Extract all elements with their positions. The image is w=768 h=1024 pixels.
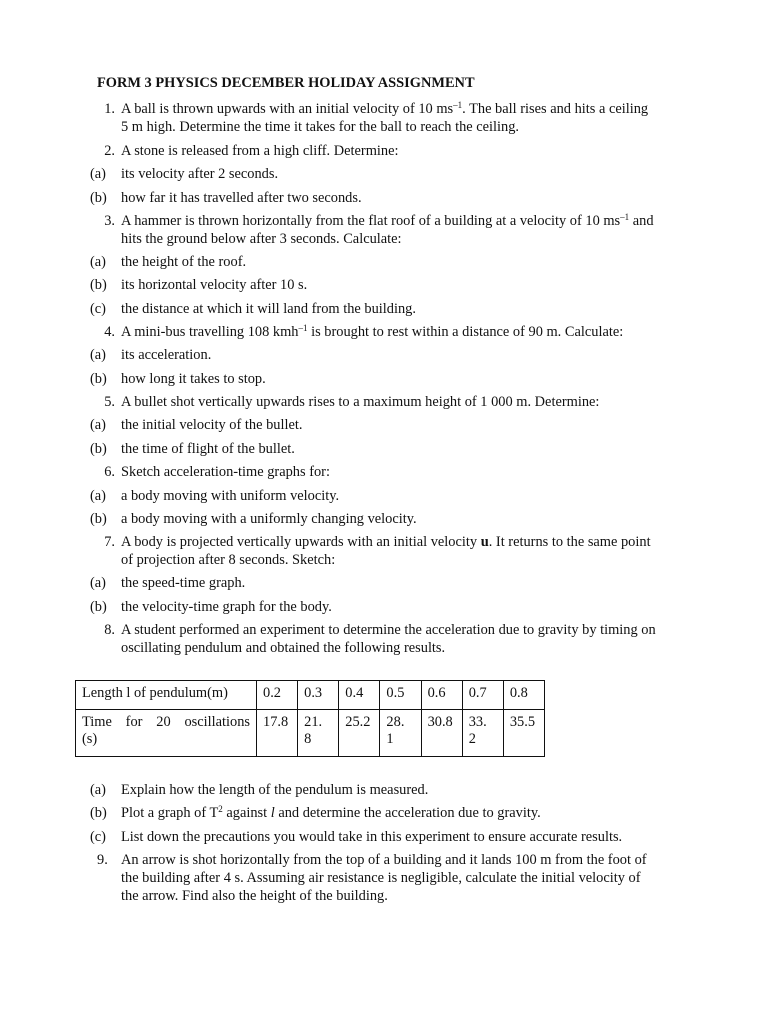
header-word: Time: [82, 714, 112, 730]
question-7-line-2: of projection after 8 seconds. Sketch:: [121, 552, 336, 568]
question-text: A student performed an experiment to determine the acceleration due to gravity by timing on: [121, 622, 656, 638]
cell-line: 2: [468, 731, 476, 747]
part-label: (b): [90, 805, 107, 821]
question-text: An arrow is shot horizontally from the top of a building and it lands 100 m from the foot of: [121, 852, 647, 868]
question-1-line-2: 5 m high. Determine the time it takes for the ball to reach the ceiling.: [121, 119, 520, 135]
question-8-line-2: oscillating pendulum and obtained the following results.: [121, 640, 446, 656]
part-text: the time of flight of the bullet.: [121, 441, 295, 457]
question-7-part-a: [90, 574, 246, 592]
part-text: the distance at which it will land from the building.: [121, 301, 416, 317]
question-5-part-a: [90, 416, 303, 434]
question-5: [104, 393, 600, 411]
question-3: [104, 212, 654, 230]
question-number: 6.: [104, 464, 115, 480]
question-4-part-a: [90, 346, 212, 364]
question-4: [104, 323, 624, 341]
table-cell: [380, 710, 421, 757]
part-label: (b): [90, 277, 107, 293]
row-header: Length l of pendulum(m): [76, 681, 257, 710]
part-text: List down the precautions you would take in this experiment to ensure accurate results.: [121, 829, 623, 845]
table-cell: 0.8: [503, 681, 544, 710]
part-label: (b): [90, 599, 107, 615]
table-cell: [339, 710, 380, 757]
question-text: . It returns to the same point: [488, 534, 651, 550]
part-text: Plot a graph of T: [121, 805, 219, 821]
table-cell: 0.7: [462, 681, 503, 710]
question-4-part-b: [90, 370, 266, 388]
part-label: (a): [90, 575, 106, 591]
part-text: the velocity-time graph for the body.: [121, 599, 332, 615]
question-text: A mini-bus travelling 108 kmh: [121, 324, 299, 340]
question-number: 9.: [97, 852, 108, 868]
part-label: (a): [90, 347, 106, 363]
question-2-part-b: [90, 189, 362, 207]
part-label: (a): [90, 254, 106, 270]
cell-line: 21.: [304, 714, 323, 730]
table-cell: 0.2: [257, 681, 298, 710]
part-label: (b): [90, 371, 107, 387]
question-text: A stone is released from a high cliff. Determine:: [121, 143, 399, 159]
question-6-part-b: [90, 510, 417, 528]
question-number: 3.: [104, 213, 115, 229]
part-text: its velocity after 2 seconds.: [121, 166, 279, 182]
question-2-part-a: [90, 165, 279, 183]
symbol-u: u: [480, 534, 489, 550]
question-6-part-a: [90, 487, 340, 505]
question-8: [104, 621, 656, 639]
cell-line: 17.8: [263, 714, 289, 730]
part-text: against: [222, 805, 271, 821]
part-label: (a): [90, 488, 106, 504]
part-text: its acceleration.: [121, 347, 212, 363]
question-text: A hammer is thrown horizontally from the flat roof of a building at a velocity of 10 ms: [121, 213, 621, 229]
table-cell: [298, 710, 339, 757]
part-text: a body moving with uniform velocity.: [121, 488, 340, 504]
superscript: 2: [218, 804, 223, 814]
cell-line: 1: [386, 731, 394, 747]
part-text: the initial velocity of the bullet.: [121, 417, 303, 433]
question-7-part-b: [90, 598, 332, 616]
part-label: (c): [90, 829, 106, 845]
question-number: 8.: [104, 622, 115, 638]
part-label: (b): [90, 190, 107, 206]
cell-line: 35.5: [509, 714, 536, 730]
table-row-time: [76, 710, 545, 757]
question-7: [104, 533, 651, 551]
table-cell: [503, 710, 544, 757]
part-text: and determine the acceleration due to gravity.: [274, 805, 541, 821]
question-9-line-3: the arrow. Find also the height of the building.: [121, 888, 388, 904]
part-text: a body moving with a uniformly changing velocity.: [121, 511, 417, 527]
cell-line: 28.: [386, 714, 405, 730]
question-2: [104, 142, 399, 160]
results-table: [75, 680, 545, 757]
part-label: (b): [90, 511, 107, 527]
question-8-part-b: [90, 804, 541, 822]
part-text: the height of the roof.: [121, 254, 247, 270]
superscript: –1: [620, 212, 630, 222]
part-label: (c): [90, 301, 106, 317]
question-3-part-a: [90, 253, 247, 271]
table-cell: 0.3: [298, 681, 339, 710]
document-title: FORM 3 PHYSICS DECEMBER HOLIDAY ASSIGNMENT: [97, 75, 475, 91]
header-word: for: [125, 714, 143, 730]
row-header: [76, 710, 257, 757]
question-1: [104, 100, 649, 118]
question-9-line-2: the building after 4 s. Assuming air resistance is negligible, calculate the initial velocity of: [121, 870, 641, 886]
question-text: A ball is thrown upwards with an initial velocity of 10 ms: [121, 101, 454, 117]
question-text: Sketch acceleration-time graphs for:: [121, 464, 330, 480]
question-8-part-c: [90, 828, 623, 846]
question-number: 7.: [104, 534, 115, 550]
question-text: . The ball rises and hits a ceiling: [462, 101, 649, 117]
cell-line: 25.2: [345, 714, 371, 730]
part-label: (b): [90, 441, 107, 457]
table-row-length: [76, 681, 545, 710]
question-5-part-b: [90, 440, 295, 458]
part-text: its horizontal velocity after 10 s.: [121, 277, 308, 293]
symbol-l: l: [270, 805, 275, 821]
question-9: [97, 851, 697, 869]
table-cell: 0.4: [339, 681, 380, 710]
question-text: A body is projected vertically upwards with an initial velocity: [121, 534, 481, 550]
question-text: and: [629, 213, 654, 229]
question-6: [104, 463, 330, 481]
table-cell: [462, 710, 503, 757]
question-text: A bullet shot vertically upwards rises to a maximum height of 1 000 m. Determine:: [121, 394, 600, 410]
part-text: how far it has travelled after two seconds.: [121, 190, 362, 206]
table-cell: 0.6: [421, 681, 462, 710]
part-text: how long it takes to stop.: [121, 371, 266, 387]
part-label: (a): [90, 782, 106, 798]
question-8-part-a: [90, 781, 429, 799]
superscript: –1: [298, 323, 308, 333]
cell-line: 30.8: [427, 714, 453, 730]
header-unit: (s): [82, 731, 98, 747]
header-word: oscillations: [184, 714, 250, 730]
question-number: 4.: [104, 324, 115, 340]
superscript: –1: [453, 100, 463, 110]
part-text: the speed-time graph.: [121, 575, 246, 591]
table-cell: [421, 710, 462, 757]
table-cell: [257, 710, 298, 757]
question-text: is brought to rest within a distance of 90 m. Calculate:: [307, 324, 624, 340]
question-3-part-c: [90, 300, 416, 318]
question-3-part-b: [90, 276, 308, 294]
table-cell: 0.5: [380, 681, 421, 710]
part-label: (a): [90, 417, 106, 433]
question-number: 1.: [104, 101, 115, 117]
part-text: Explain how the length of the pendulum is measured.: [121, 782, 429, 798]
question-number: 5.: [104, 394, 115, 410]
part-label: (a): [90, 166, 106, 182]
header-word: 20: [156, 714, 171, 730]
cell-line: 8: [304, 731, 312, 747]
question-number: 2.: [104, 143, 115, 159]
cell-line: 33.: [468, 714, 487, 730]
question-3-line-2: hits the ground below after 3 seconds. Calculate:: [121, 231, 402, 247]
